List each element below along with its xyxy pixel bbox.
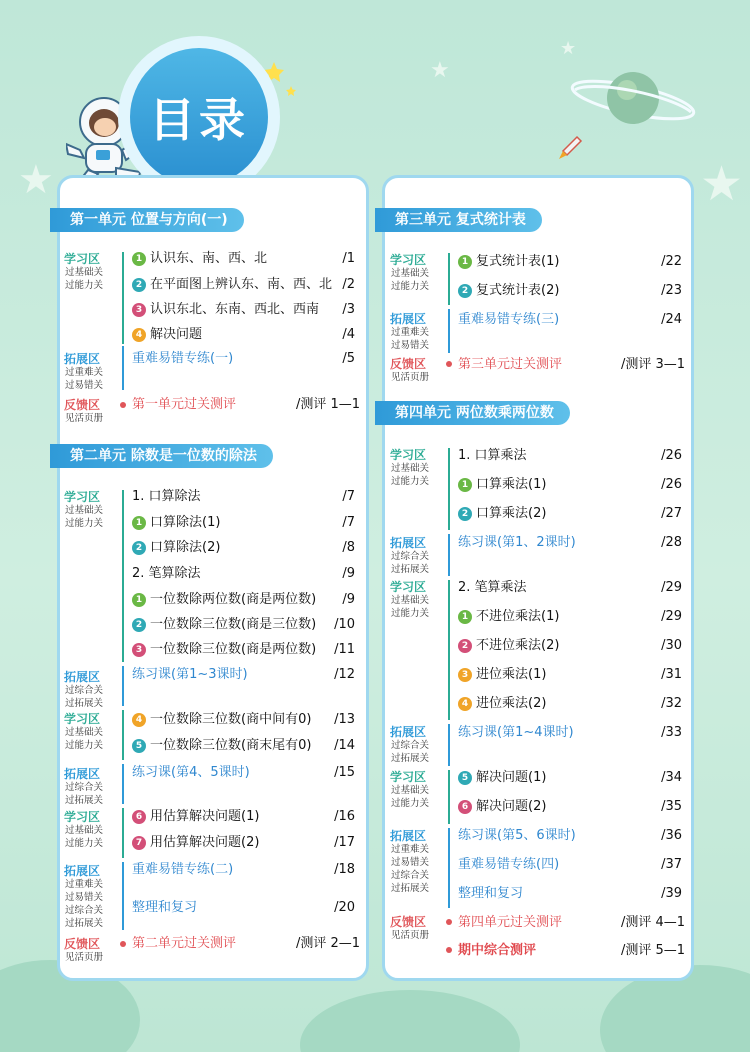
zone-line xyxy=(122,710,124,760)
zone-extend-label: 拓展区 xyxy=(64,767,101,781)
page-number: /12 xyxy=(334,667,355,682)
zone-extend-label: 拓展区 xyxy=(64,864,101,878)
toc-entry[interactable]: 第三单元过关测评 xyxy=(458,357,563,372)
zone-extend-label: 拓展区 xyxy=(64,352,101,366)
entry-text: 一位数除三位数(商中间有0) xyxy=(150,712,312,727)
toc-entry[interactable]: 重难易错专练(二) xyxy=(132,862,234,877)
lesson-number-icon: 1 xyxy=(132,516,146,530)
background-star-icon: ★ xyxy=(560,38,577,59)
zone-sub-label: 过易错关 xyxy=(65,892,104,903)
toc-entry[interactable]: 整理和复习 xyxy=(458,886,524,901)
entry-text: 不进位乘法(1) xyxy=(476,609,560,624)
toc-entry[interactable] xyxy=(458,477,546,493)
zone-sub-label: 过基础关 xyxy=(65,505,104,516)
toc-entry[interactable] xyxy=(132,835,259,851)
toc-entry[interactable]: 第一单元过关测评 xyxy=(132,397,237,412)
page-number: /36 xyxy=(661,828,682,843)
zone-study-label: 学习区 xyxy=(390,253,427,267)
zone-sub-label: 过综合关 xyxy=(65,685,104,696)
lesson-number-icon: 2 xyxy=(132,618,146,632)
entry-text: 一位数除三位数(商末尾有0) xyxy=(150,738,312,753)
zone-feedback-label: 反馈区 xyxy=(64,937,101,951)
zone-line xyxy=(122,666,124,706)
entry-text: 进位乘法(1) xyxy=(476,667,547,682)
toc-entry[interactable] xyxy=(458,799,546,815)
zone-line xyxy=(448,448,450,530)
planet-icon xyxy=(565,60,700,140)
lesson-number-icon: 4 xyxy=(132,328,146,342)
zone-feedback-label: 反馈区 xyxy=(64,398,101,412)
toc-entry[interactable] xyxy=(458,638,559,654)
lesson-number-icon: 5 xyxy=(458,771,472,785)
toc-entry[interactable] xyxy=(132,592,316,608)
zone-dot xyxy=(446,947,452,953)
toc-entry[interactable]: 1. 口算乘法 xyxy=(458,448,527,463)
zone-sub-label: 过能力关 xyxy=(65,838,104,849)
zone-line xyxy=(448,253,450,305)
zone-sub-label: 过拓展关 xyxy=(391,564,430,575)
lesson-number-icon: 1 xyxy=(458,255,472,269)
lesson-number-icon: 5 xyxy=(132,739,146,753)
zone-study-label: 学习区 xyxy=(390,448,427,462)
title-badge xyxy=(118,36,280,198)
toc-entry[interactable] xyxy=(458,770,546,786)
page-number: /13 xyxy=(334,712,355,727)
page-number: /5 xyxy=(342,351,355,366)
zone-sub-label: 过易错关 xyxy=(391,857,430,868)
zone-sub-label: 过重难关 xyxy=(65,879,104,890)
zone-sub-label: 过基础关 xyxy=(391,463,430,474)
zone-line xyxy=(448,580,450,720)
page-number: /20 xyxy=(334,900,355,915)
zone-sub-label: 过基础关 xyxy=(391,268,430,279)
unit-heading: 第一单元 位置与方向(一) xyxy=(50,208,244,232)
toc-entry[interactable]: 练习课(第4、5课时) xyxy=(132,765,250,780)
zone-sub-label: 过能力关 xyxy=(391,608,430,619)
lesson-number-icon: 2 xyxy=(458,284,472,298)
zone-feedback-label: 反馈区 xyxy=(390,357,427,371)
background-star-icon: ★ xyxy=(430,58,450,83)
zone-sub-label: 过易错关 xyxy=(391,340,430,351)
entry-text: 认识东北、东南、西北、西南 xyxy=(150,302,320,317)
entry-text: 一位数除两位数(商是两位数) xyxy=(150,592,317,607)
lesson-number-icon: 6 xyxy=(458,800,472,814)
page-number: /10 xyxy=(334,617,355,632)
entry-text: 在平面图上辨认东、南、西、北 xyxy=(150,277,333,292)
zone-line xyxy=(122,346,124,390)
toc-entry[interactable] xyxy=(458,667,546,683)
zone-sub-label: 过基础关 xyxy=(65,267,104,278)
zone-sub-label: 过基础关 xyxy=(391,595,430,606)
zone-line xyxy=(122,764,124,804)
zone-sub-label: 过拓展关 xyxy=(65,698,104,709)
page-number: /4 xyxy=(342,327,355,342)
entry-text: 进位乘法(2) xyxy=(476,696,547,711)
toc-entry[interactable]: 2. 笔算除法 xyxy=(132,566,201,581)
entry-text: 解决问题(2) xyxy=(476,799,547,814)
page-number: /30 xyxy=(661,638,682,653)
entry-text: 一位数除三位数(商是三位数) xyxy=(150,617,317,632)
toc-entry[interactable]: 重难易错专练(三) xyxy=(458,312,560,327)
zone-sub-label: 过基础关 xyxy=(391,785,430,796)
entry-text: 不进位乘法(2) xyxy=(476,638,560,653)
zone-sub-label: 过重难关 xyxy=(391,327,430,338)
toc-entry[interactable] xyxy=(132,251,267,267)
zone-sub-label: 见活页册 xyxy=(391,930,430,941)
zone-sub-label: 过能力关 xyxy=(391,476,430,487)
zone-extend-label: 拓展区 xyxy=(64,670,101,684)
page-number: /33 xyxy=(661,725,682,740)
entry-text: 用估算解决问题(2) xyxy=(150,835,260,850)
page-number: /24 xyxy=(661,312,682,327)
zone-sub-label: 过能力关 xyxy=(391,281,430,292)
unit-heading: 第二单元 除数是一位数的除法 xyxy=(50,444,273,468)
zone-study-label: 学习区 xyxy=(64,712,101,726)
lesson-number-icon: 4 xyxy=(132,713,146,727)
page-number: /测评 5—1 xyxy=(620,943,685,958)
page-number: /31 xyxy=(661,667,682,682)
entry-text: 认识东、南、西、北 xyxy=(150,251,268,266)
lesson-number-icon: 6 xyxy=(132,810,146,824)
zone-dot xyxy=(446,361,452,367)
toc-entry[interactable] xyxy=(132,617,316,633)
lesson-number-icon: 1 xyxy=(132,252,146,266)
lesson-number-icon: 2 xyxy=(132,541,146,555)
toc-entry[interactable] xyxy=(132,712,311,728)
zone-line xyxy=(122,490,124,662)
zone-extend-label: 拓展区 xyxy=(390,312,427,326)
page-number: /22 xyxy=(661,254,682,269)
sparkle-star-icon xyxy=(286,86,296,96)
page-number: /8 xyxy=(342,540,355,555)
toc-entry[interactable] xyxy=(132,277,332,293)
zone-sub-label: 见活页册 xyxy=(65,413,104,424)
zone-sub-label: 过重难关 xyxy=(391,844,430,855)
toc-entry[interactable]: 练习课(第5、6课时) xyxy=(458,828,576,843)
zone-sub-label: 过能力关 xyxy=(65,740,104,751)
toc-entry[interactable] xyxy=(458,283,559,299)
zone-sub-label: 过基础关 xyxy=(65,727,104,738)
toc-entry[interactable] xyxy=(458,254,559,270)
toc-entry[interactable]: 重难易错专练(四) xyxy=(458,857,560,872)
lesson-number-icon: 3 xyxy=(132,303,146,317)
background-star-icon: ★ xyxy=(700,156,744,212)
toc-panel-left xyxy=(57,175,369,981)
zone-sub-label: 过综合关 xyxy=(65,905,104,916)
entry-text: 用估算解决问题(1) xyxy=(150,809,260,824)
page-number: /1 xyxy=(342,251,355,266)
page-number: /9 xyxy=(342,566,355,581)
entry-text: 解决问题(1) xyxy=(476,770,547,785)
zone-sub-label: 过能力关 xyxy=(65,280,104,291)
zone-extend-label: 拓展区 xyxy=(390,829,427,843)
lesson-number-icon: 1 xyxy=(458,610,472,624)
page-number: /11 xyxy=(334,642,355,657)
toc-entry[interactable]: 整理和复习 xyxy=(132,900,198,915)
toc-entry[interactable]: 2. 笔算乘法 xyxy=(458,580,527,595)
lesson-number-icon: 2 xyxy=(458,507,472,521)
zone-study-label: 学习区 xyxy=(64,810,101,824)
zone-sub-label: 过易错关 xyxy=(65,380,104,391)
toc-entry[interactable]: 练习课(第1~4课时) xyxy=(458,725,574,740)
page-number: /29 xyxy=(661,580,682,595)
unit-heading: 第四单元 两位数乘两位数 xyxy=(375,401,570,425)
page-number: /7 xyxy=(342,489,355,504)
page-number: /测评 4—1 xyxy=(620,915,685,930)
page-number: /测评 1—1 xyxy=(295,397,360,412)
page-number: /测评 2—1 xyxy=(295,936,360,951)
entry-text: 口算除法(2) xyxy=(150,540,221,555)
entry-text: 口算乘法(2) xyxy=(476,506,547,521)
zone-sub-label: 过能力关 xyxy=(65,518,104,529)
page-number: /26 xyxy=(661,448,682,463)
zone-line xyxy=(122,252,124,344)
toc-entry[interactable] xyxy=(132,738,311,754)
toc-entry[interactable] xyxy=(458,609,559,625)
zone-dot xyxy=(446,919,452,925)
toc-entry[interactable] xyxy=(132,809,259,825)
toc-entry[interactable] xyxy=(458,506,546,522)
lesson-number-icon: 2 xyxy=(132,278,146,292)
zone-sub-label: 过综合关 xyxy=(391,740,430,751)
zone-sub-label: 见活页册 xyxy=(391,372,430,383)
entry-text: 一位数除三位数(商是两位数) xyxy=(150,642,317,657)
zone-extend-label: 拓展区 xyxy=(390,536,427,550)
zone-sub-label: 过拓展关 xyxy=(391,753,430,764)
zone-extend-label: 拓展区 xyxy=(390,725,427,739)
toc-entry[interactable] xyxy=(132,642,316,658)
toc-entry[interactable] xyxy=(132,540,220,556)
page-number: /23 xyxy=(661,283,682,298)
page-number: /7 xyxy=(342,515,355,530)
page-number: /17 xyxy=(334,835,355,850)
toc-entry[interactable] xyxy=(458,696,546,712)
zone-sub-label: 过拓展关 xyxy=(65,918,104,929)
zone-study-label: 学习区 xyxy=(390,770,427,784)
lesson-number-icon: 2 xyxy=(458,639,472,653)
zone-sub-label: 过拓展关 xyxy=(391,883,430,894)
page-title: 目录 xyxy=(149,93,249,147)
zone-line xyxy=(448,309,450,353)
zone-dot xyxy=(120,402,126,408)
lesson-number-icon: 3 xyxy=(132,643,146,657)
background-cloud xyxy=(300,990,520,1052)
zone-sub-label: 过综合关 xyxy=(65,782,104,793)
zone-study-label: 学习区 xyxy=(390,580,427,594)
page-number: /32 xyxy=(661,696,682,711)
entry-text: 口算除法(1) xyxy=(150,515,221,530)
page-number: /15 xyxy=(334,765,355,780)
zone-line xyxy=(448,770,450,824)
zone-sub-label: 过重难关 xyxy=(65,367,104,378)
toc-entry[interactable] xyxy=(132,515,220,531)
page-number: /14 xyxy=(334,738,355,753)
zone-study-label: 学习区 xyxy=(64,252,101,266)
zone-line xyxy=(448,828,450,908)
rocket-icon xyxy=(555,133,585,163)
toc-entry[interactable]: 练习课(第1~3课时) xyxy=(132,667,248,682)
lesson-number-icon: 1 xyxy=(132,593,146,607)
page-number: /16 xyxy=(334,809,355,824)
entry-text: 复式统计表(1) xyxy=(476,254,560,269)
page-number: /2 xyxy=(342,277,355,292)
toc-entry[interactable]: 1. 口算除法 xyxy=(132,489,201,504)
zone-sub-label: 过综合关 xyxy=(391,870,430,881)
page-number: /28 xyxy=(661,535,682,550)
zone-feedback-label: 反馈区 xyxy=(390,915,427,929)
toc-entry[interactable]: 重难易错专练(一) xyxy=(132,351,234,366)
zone-line xyxy=(122,808,124,858)
page-number: /27 xyxy=(661,506,682,521)
page-number: /37 xyxy=(661,857,682,872)
unit-heading: 第三单元 复式统计表 xyxy=(375,208,542,232)
page-number: /9 xyxy=(342,592,355,607)
page-number: /39 xyxy=(661,886,682,901)
page-number: /29 xyxy=(661,609,682,624)
page-number: /35 xyxy=(661,799,682,814)
page-number: /34 xyxy=(661,770,682,785)
lesson-number-icon: 4 xyxy=(458,697,472,711)
lesson-number-icon: 7 xyxy=(132,836,146,850)
background-star-icon: ★ xyxy=(18,157,54,203)
toc-entry[interactable]: 第二单元过关测评 xyxy=(132,936,237,951)
lesson-number-icon: 3 xyxy=(458,668,472,682)
toc-entry[interactable]: 练习课(第1、2课时) xyxy=(458,535,576,550)
lesson-number-icon: 1 xyxy=(458,478,472,492)
page-number: /26 xyxy=(661,477,682,492)
zone-line xyxy=(448,724,450,766)
entry-text: 解决问题 xyxy=(150,327,203,342)
entry-text: 口算乘法(1) xyxy=(476,477,547,492)
page-number: /测评 3—1 xyxy=(620,357,685,372)
zone-sub-label: 过综合关 xyxy=(391,551,430,562)
page-number: /3 xyxy=(342,302,355,317)
toc-entry[interactable] xyxy=(132,302,319,318)
zone-sub-label: 过能力关 xyxy=(391,798,430,809)
zone-line xyxy=(122,862,124,930)
zone-dot xyxy=(120,941,126,947)
toc-entry[interactable] xyxy=(132,327,202,343)
toc-entry[interactable]: 期中综合测评 xyxy=(458,943,537,958)
zone-sub-label: 见活页册 xyxy=(65,952,104,963)
page-number: /18 xyxy=(334,862,355,877)
zone-sub-label: 过基础关 xyxy=(65,825,104,836)
zone-line xyxy=(448,534,450,576)
toc-entry[interactable]: 第四单元过关测评 xyxy=(458,915,563,930)
zone-sub-label: 过拓展关 xyxy=(65,795,104,806)
zone-study-label: 学习区 xyxy=(64,490,101,504)
entry-text: 复式统计表(2) xyxy=(476,283,560,298)
